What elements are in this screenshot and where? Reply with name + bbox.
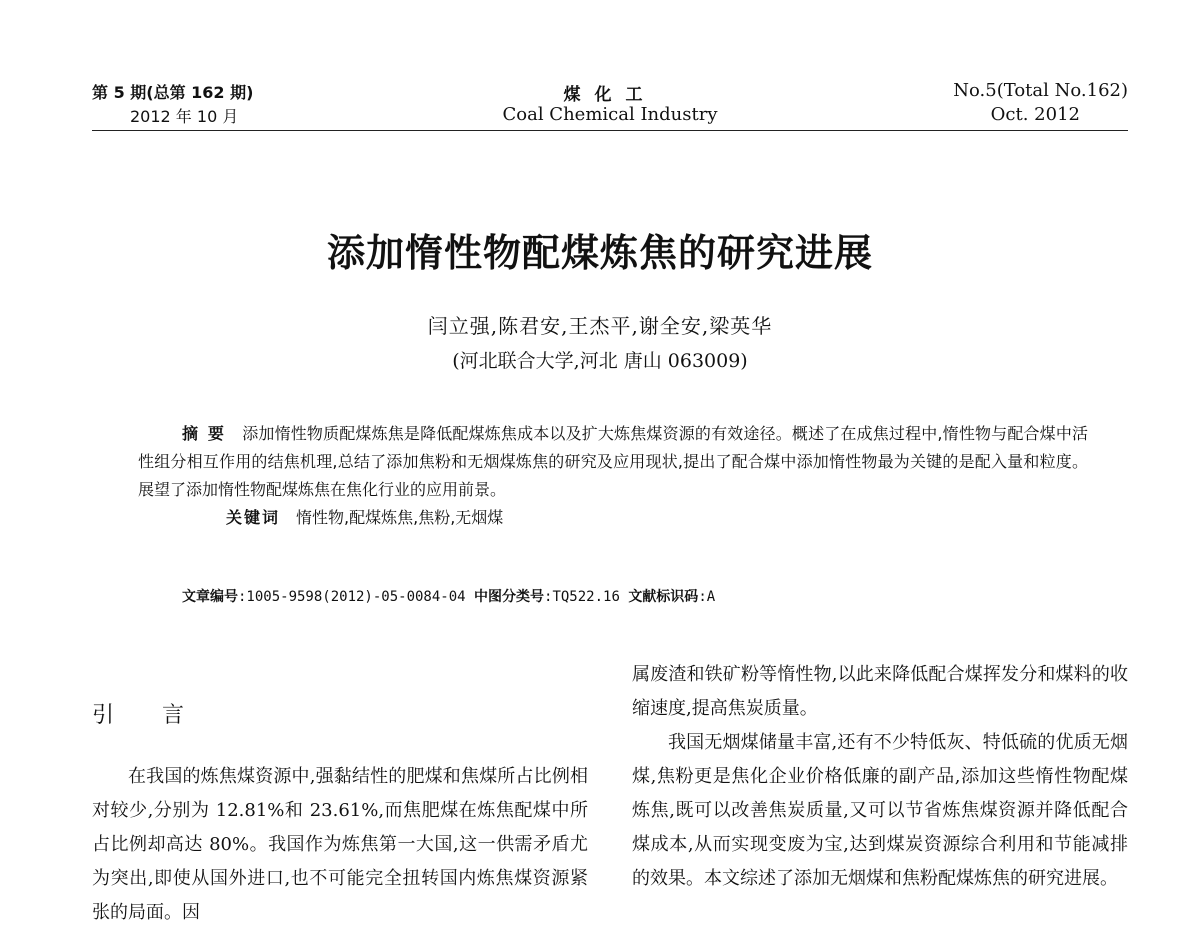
doc-code: :A [698, 589, 716, 605]
affiliation: (河北联合大学,河北 唐山 063009) [452, 350, 748, 372]
abstract-paragraph [138, 420, 1088, 504]
clc-label: 中图分类号 [474, 589, 545, 605]
doc-code-label: 文献标识码 [628, 589, 699, 605]
issue-number-en: No.5(Total No.162) [953, 80, 1128, 101]
article-no: :1005-9598(2012)-05-0084-04 [238, 589, 466, 605]
journal-name-en: Coal Chemical Industry [502, 104, 718, 125]
issue-date-en: Oct. 2012 [990, 104, 1080, 125]
journal-name-cn: 煤化工 [563, 85, 657, 105]
keywords-label: 关键词 [226, 508, 281, 527]
body-column-left [92, 760, 588, 930]
header-rule [92, 130, 1128, 131]
section-heading-introduction: 引言 [92, 703, 233, 728]
abstract-label: 摘 要 [182, 424, 227, 443]
body-paragraph-continued: 属废渣和铁矿粉等惰性物,以此来降低配合煤挥发分和煤料的收缩速度,提高焦炭质量。 [632, 664, 1128, 719]
issue-date: 2012 年 10 月 [130, 107, 239, 126]
keywords-line [138, 504, 1088, 532]
author-list: 闫立强,陈君安,王杰平,谢全安,梁英华 [427, 314, 773, 338]
paper-title: 添加惰性物配煤炼焦的研究进展 [326, 231, 873, 275]
body-paragraph: 我国无烟煤储量丰富,还有不少特低灰、特低硫的优质无烟煤,焦粉更是焦化企业价格低廉的副产品,添加这些惰性物配煤炼焦,既可以改善焦炭质量,又可以节省炼焦煤资源并降低配合煤成本,从而实现变废为宝,达到煤炭资源综合利用和节能减排的效果。本文综述了添加无烟煤和焦粉配煤炼焦的研究进展。 [632, 732, 1128, 889]
abstract-block [138, 420, 1088, 532]
body-paragraph: 在我国的炼焦煤资源中,强黏结性的肥煤和焦煤所占比例相对较少,分别为 12.81%和 23.61%,而焦肥煤在炼焦配煤中所占比例却高达 80%。我国作为炼焦第一大国,这一供需矛盾尤为突出,即使从国外进口,也不可能完全扭转国内炼焦煤资源紧张的局面。因 [92, 766, 588, 923]
issue-number: 第 5 期(总第 162 期) [92, 83, 254, 102]
body-column-right [632, 658, 1128, 896]
keywords-text: 惰性物,配煤炼焦,焦粉,无烟煤 [296, 508, 504, 527]
clc-code: :TQ522.16 [544, 589, 620, 605]
article-meta [182, 586, 715, 606]
article-no-label: 文章编号 [182, 589, 238, 605]
running-header [92, 78, 1128, 132]
abstract-text: 添加惰性物质配煤炼焦是降低配煤炼焦成本以及扩大炼焦煤资源的有效途径。概述了在成焦过程中,惰性物与配合煤中活性组分相互作用的结焦机理,总结了添加焦粉和无烟煤炼焦的研究及应用现状,提出了配合煤中添加惰性物最为关键的是配入量和粒度。展望了添加惰性物配煤炼焦在焦化行业的应用前景。 [138, 424, 1088, 499]
